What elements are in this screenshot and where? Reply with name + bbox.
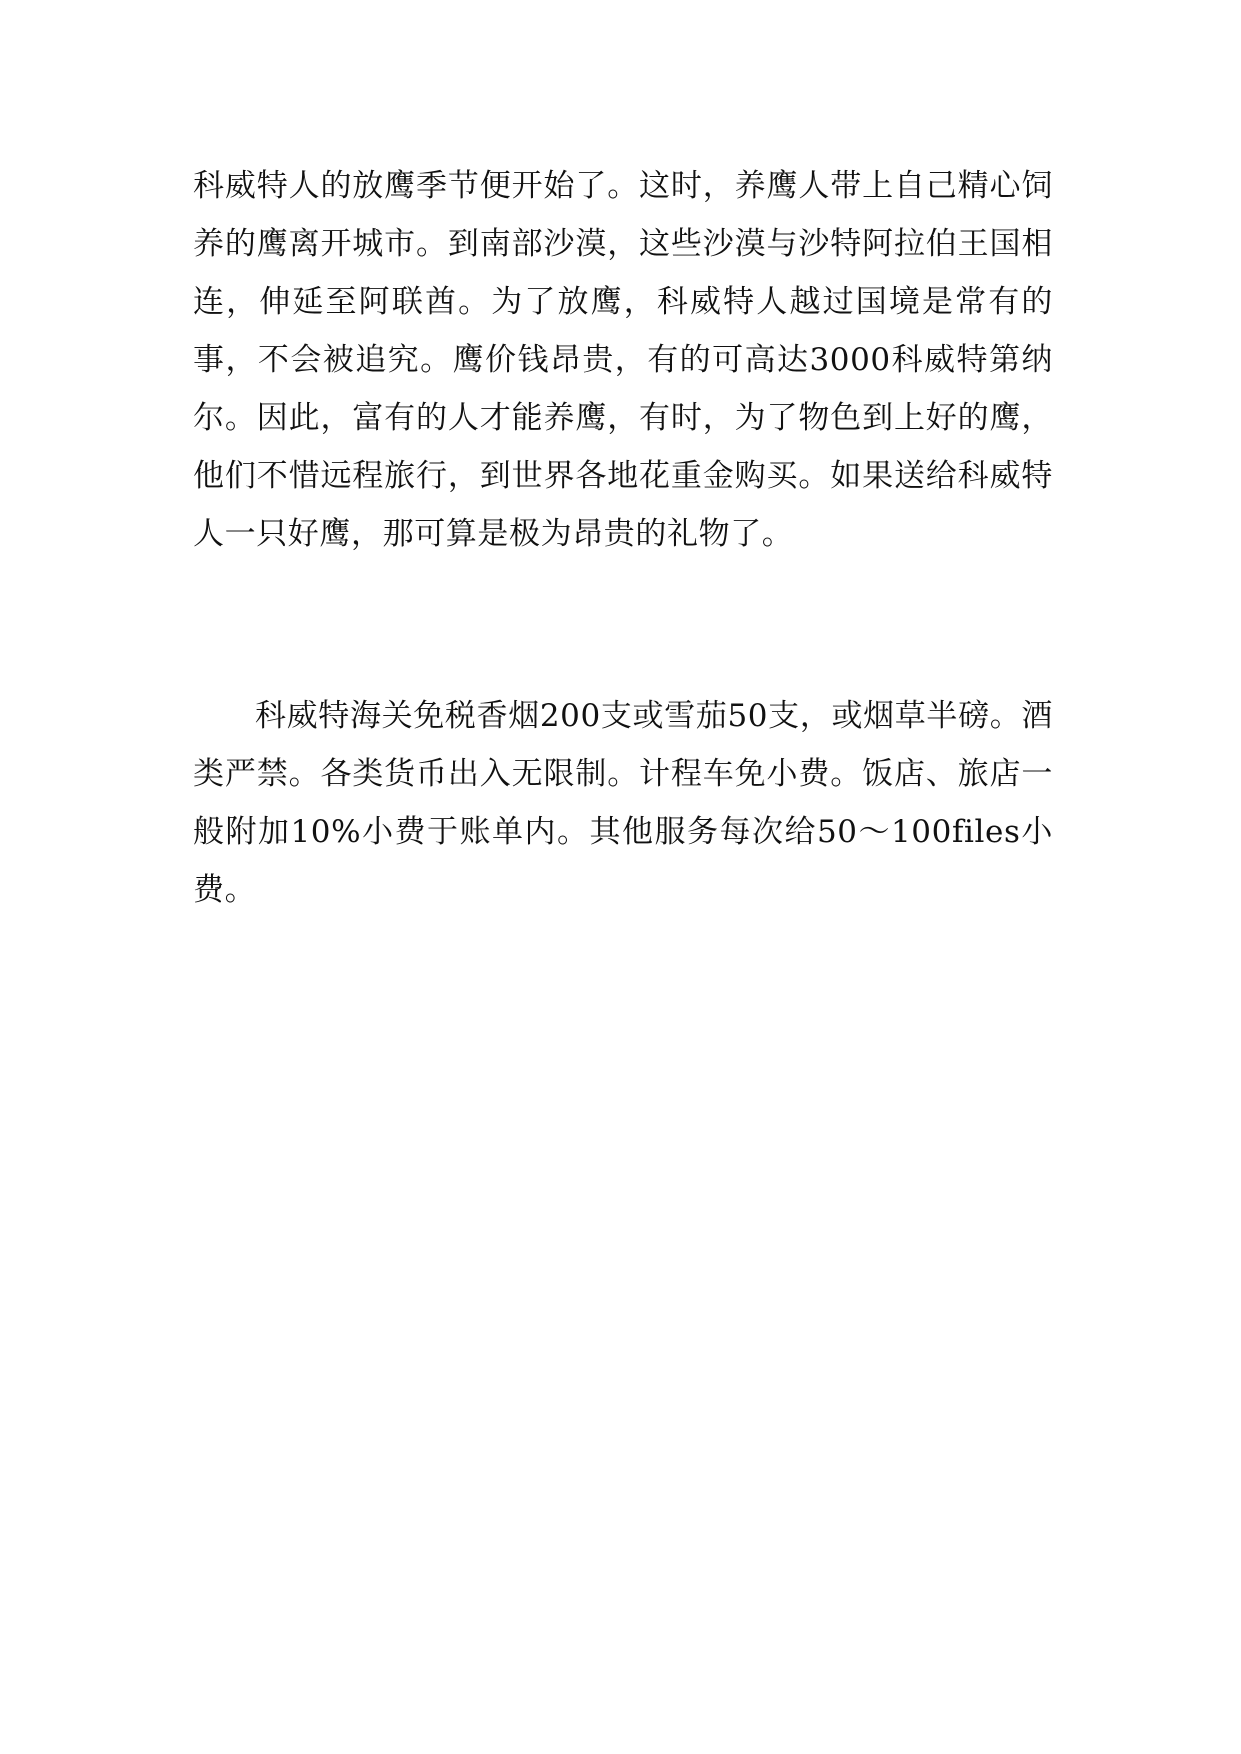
paragraph-falconry: 科威特人的放鹰季节便开始了。这时，养鹰人带上自己精心饲养的鹰离开城市。到南部沙漠，这些沙漠与沙特阿拉伯王国相连，伸延至阿联酋。为了放鹰，科威特人越过国境是常有的事，不会被追究。鹰价钱昂贵，有的可高达3000科威特第纳尔。因此，富有的人才能养鹰，有时，为了物色到上好的鹰，他们不惜远程旅行，到世界各地花重金购买。如果送给科威特人一只好鹰，那可算是极为昂贵的礼物了。 bbox=[193, 168, 1053, 552]
paragraph-customs: 科威特海关免税香烟200支或雪茄50支，或烟草半磅。酒类严禁。各类货币出入无限制。计程车免小费。饭店、旅店一般附加10%小费于账单内。其他服务每次给50～100files小费。 bbox=[193, 698, 1053, 908]
